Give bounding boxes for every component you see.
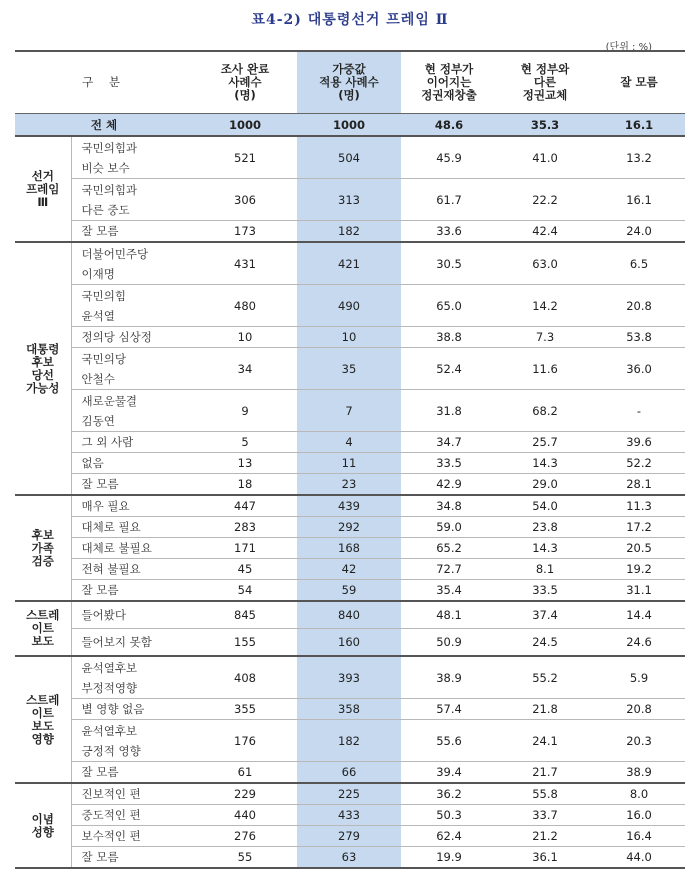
cell-value: 8.0 (593, 783, 685, 805)
cell-value: 28.1 (593, 474, 685, 496)
table-row (15, 495, 685, 517)
row-label: 잘 모름 (71, 474, 193, 496)
cell-value: 6.5 (593, 242, 685, 285)
cell-value: 9 (193, 390, 297, 432)
cell-value: 33.5 (497, 580, 593, 602)
cell-value: 35 (297, 348, 401, 390)
cell-value: 225 (297, 783, 401, 805)
cell-value: 21.2 (497, 826, 593, 847)
cell-value: 20.5 (593, 538, 685, 559)
cell-value: 7.3 (497, 327, 593, 348)
group-label: 후보 가족 검증 (15, 495, 71, 601)
cell-value: 52.2 (593, 453, 685, 474)
cell-value: 61.7 (401, 179, 497, 221)
row-label: 윤석열후보 부정적영향 (71, 656, 193, 699)
row-label: 국민의힘과 비슷 보수 (71, 136, 193, 179)
header-dont-know: 잘 모름 (593, 51, 685, 114)
cell-value: 20.3 (593, 720, 685, 762)
cell-value: 65.0 (401, 285, 497, 327)
cell-value: 11.6 (497, 348, 593, 390)
cell-value: 54.0 (497, 495, 593, 517)
row-label: 별 영향 없음 (71, 699, 193, 720)
table-row (15, 601, 685, 629)
cell-value: 433 (297, 805, 401, 826)
group-label: 스트레 이트 보도 (15, 601, 71, 656)
cell-value: 39.6 (593, 432, 685, 453)
cell-value: 10 (297, 327, 401, 348)
header-category: 구 분 (15, 51, 193, 114)
cell-value: 33.7 (497, 805, 593, 826)
total-row (15, 114, 685, 137)
row-label: 대체로 필요 (71, 517, 193, 538)
cell-value: 421 (297, 242, 401, 285)
table-row (15, 580, 685, 602)
cell-value: 44.0 (593, 847, 685, 869)
cell-value: 31.1 (593, 580, 685, 602)
cell-value: 62.4 (401, 826, 497, 847)
cell-value: 22.2 (497, 179, 593, 221)
table-row (15, 432, 685, 453)
cell-value: 59 (297, 580, 401, 602)
cell-value: 279 (297, 826, 401, 847)
cell-value: 31.8 (401, 390, 497, 432)
cell-value: 176 (193, 720, 297, 762)
unit-label: (단위 : %) (605, 42, 652, 53)
table-title: 표4-2) 대통령선거 프레임 Ⅱ (251, 12, 449, 28)
cell-value: 21.7 (497, 762, 593, 784)
cell-value: 45.9 (401, 136, 497, 179)
cell-value: 55.2 (497, 656, 593, 699)
cell-value: 24.1 (497, 720, 593, 762)
cell-value: 229 (193, 783, 297, 805)
cell-value: 24.6 (593, 629, 685, 657)
cell-value: 14.3 (497, 538, 593, 559)
row-label: 국민의당 안철수 (71, 348, 193, 390)
header-regime-change: 현 정부와 다른 정권교체 (497, 51, 593, 114)
cell-value: 41.0 (497, 136, 593, 179)
cell-value: 358 (297, 699, 401, 720)
cell-value: 72.7 (401, 559, 497, 580)
cell-value: 45 (193, 559, 297, 580)
cell-value: 5.9 (593, 656, 685, 699)
cell-value: 431 (193, 242, 297, 285)
cell-value: 16.4 (593, 826, 685, 847)
table-row (15, 453, 685, 474)
cell-value: 33.5 (401, 453, 497, 474)
cell-value: 313 (297, 179, 401, 221)
row-label: 대체로 불필요 (71, 538, 193, 559)
cell-value: 17.2 (593, 517, 685, 538)
table-row (15, 629, 685, 657)
cell-value: 16.1 (593, 179, 685, 221)
cell-value: 66 (297, 762, 401, 784)
table-row (15, 720, 685, 762)
cell-value: 42.9 (401, 474, 497, 496)
total-label: 전 체 (15, 114, 193, 137)
table-row (15, 348, 685, 390)
cell-value: 39.4 (401, 762, 497, 784)
row-label: 잘 모름 (71, 221, 193, 243)
row-label: 진보적인 편 (71, 783, 193, 805)
cell-value: 490 (297, 285, 401, 327)
table-row (15, 762, 685, 784)
cell-value: 48.1 (401, 601, 497, 629)
table-row (15, 559, 685, 580)
row-label: 국민의힘 윤석열 (71, 285, 193, 327)
cell-value: 29.0 (497, 474, 593, 496)
header-weighted-count: 가중값 적용 사례수 (명) (297, 51, 401, 114)
cell-value: 292 (297, 517, 401, 538)
cell-value: 36.2 (401, 783, 497, 805)
header-regime-continue: 현 정부가 이어지는 정권재창출 (401, 51, 497, 114)
table-row (15, 327, 685, 348)
cell-value: 13 (193, 453, 297, 474)
cell-value: 20.8 (593, 699, 685, 720)
group-label: 이념 성향 (15, 783, 71, 868)
cell-value: 37.4 (497, 601, 593, 629)
cell-value: 440 (193, 805, 297, 826)
cell-value: 35.4 (401, 580, 497, 602)
row-label: 정의당 심상정 (71, 327, 193, 348)
cell-value: 42.4 (497, 221, 593, 243)
cell-value: 4 (297, 432, 401, 453)
cell-value: - (593, 390, 685, 432)
cell-value: 306 (193, 179, 297, 221)
row-label: 잘 모름 (71, 762, 193, 784)
cell-value: 447 (193, 495, 297, 517)
cell-value: 34.8 (401, 495, 497, 517)
total-value: 1000 (193, 114, 297, 137)
cell-value: 160 (297, 629, 401, 657)
total-value: 35.3 (497, 114, 593, 137)
cell-value: 21.8 (497, 699, 593, 720)
table-row (15, 242, 685, 285)
cell-value: 34 (193, 348, 297, 390)
cell-value: 182 (297, 720, 401, 762)
cell-value: 33.6 (401, 221, 497, 243)
cell-value: 5 (193, 432, 297, 453)
cell-value: 19.2 (593, 559, 685, 580)
cell-value: 13.2 (593, 136, 685, 179)
cell-value: 42 (297, 559, 401, 580)
table-row (15, 179, 685, 221)
cell-value: 30.5 (401, 242, 497, 285)
cell-value: 55 (193, 847, 297, 869)
table-row (15, 699, 685, 720)
cell-value: 276 (193, 826, 297, 847)
table-row (15, 656, 685, 699)
cell-value: 50.3 (401, 805, 497, 826)
cell-value: 36.1 (497, 847, 593, 869)
header-row (15, 51, 685, 114)
table-row (15, 221, 685, 243)
cell-value: 38.9 (593, 762, 685, 784)
table-row (15, 538, 685, 559)
cell-value: 168 (297, 538, 401, 559)
row-label: 들어보지 못함 (71, 629, 193, 657)
cell-value: 65.2 (401, 538, 497, 559)
cell-value: 54 (193, 580, 297, 602)
group-label: 스트레 이트 보도 영향 (15, 656, 71, 783)
cell-value: 845 (193, 601, 297, 629)
row-label: 중도적인 편 (71, 805, 193, 826)
cell-value: 11 (297, 453, 401, 474)
cell-value: 439 (297, 495, 401, 517)
cell-value: 68.2 (497, 390, 593, 432)
table-row (15, 805, 685, 826)
cell-value: 55.8 (497, 783, 593, 805)
cell-value: 840 (297, 601, 401, 629)
cell-value: 408 (193, 656, 297, 699)
cell-value: 171 (193, 538, 297, 559)
cell-value: 182 (297, 221, 401, 243)
cell-value: 8.1 (497, 559, 593, 580)
cell-value: 19.9 (401, 847, 497, 869)
header-sample-count: 조사 완료 사례수 (명) (193, 51, 297, 114)
survey-table (15, 50, 685, 869)
cell-value: 283 (193, 517, 297, 538)
cell-value: 14.4 (593, 601, 685, 629)
row-label: 보수적인 편 (71, 826, 193, 847)
cell-value: 34.7 (401, 432, 497, 453)
cell-value: 38.9 (401, 656, 497, 699)
table-row (15, 285, 685, 327)
total-value: 16.1 (593, 114, 685, 137)
cell-value: 11.3 (593, 495, 685, 517)
cell-value: 24.0 (593, 221, 685, 243)
cell-value: 25.7 (497, 432, 593, 453)
cell-value: 504 (297, 136, 401, 179)
total-value: 48.6 (401, 114, 497, 137)
table-row (15, 390, 685, 432)
table-row (15, 474, 685, 496)
cell-value: 61 (193, 762, 297, 784)
cell-value: 63.0 (497, 242, 593, 285)
cell-value: 53.8 (593, 327, 685, 348)
cell-value: 480 (193, 285, 297, 327)
cell-value: 38.8 (401, 327, 497, 348)
table-row (15, 517, 685, 538)
row-label: 잘 모름 (71, 580, 193, 602)
cell-value: 521 (193, 136, 297, 179)
cell-value: 155 (193, 629, 297, 657)
cell-value: 52.4 (401, 348, 497, 390)
table-row (15, 826, 685, 847)
cell-value: 14.2 (497, 285, 593, 327)
total-value: 1000 (297, 114, 401, 137)
row-label: 잘 모름 (71, 847, 193, 869)
cell-value: 16.0 (593, 805, 685, 826)
row-label: 전혀 불필요 (71, 559, 193, 580)
cell-value: 10 (193, 327, 297, 348)
row-label: 윤석열후보 긍정적 영향 (71, 720, 193, 762)
table-row (15, 136, 685, 179)
cell-value: 20.8 (593, 285, 685, 327)
table-row (15, 783, 685, 805)
table-row (15, 847, 685, 869)
cell-value: 7 (297, 390, 401, 432)
cell-value: 55.6 (401, 720, 497, 762)
row-label: 새로운물결 김동연 (71, 390, 193, 432)
row-label: 없음 (71, 453, 193, 474)
cell-value: 23.8 (497, 517, 593, 538)
cell-value: 63 (297, 847, 401, 869)
cell-value: 23 (297, 474, 401, 496)
cell-value: 59.0 (401, 517, 497, 538)
cell-value: 57.4 (401, 699, 497, 720)
cell-value: 393 (297, 656, 401, 699)
row-label: 들어봤다 (71, 601, 193, 629)
cell-value: 355 (193, 699, 297, 720)
cell-value: 14.3 (497, 453, 593, 474)
cell-value: 24.5 (497, 629, 593, 657)
group-label: 대통령 후보 당선 가능성 (15, 242, 71, 495)
row-label: 그 외 사람 (71, 432, 193, 453)
cell-value: 173 (193, 221, 297, 243)
cell-value: 36.0 (593, 348, 685, 390)
cell-value: 18 (193, 474, 297, 496)
row-label: 더불어민주당 이재명 (71, 242, 193, 285)
row-label: 매우 필요 (71, 495, 193, 517)
group-label: 선거 프레임 Ⅲ (15, 136, 71, 242)
cell-value: 50.9 (401, 629, 497, 657)
row-label: 국민의힘과 다른 중도 (71, 179, 193, 221)
